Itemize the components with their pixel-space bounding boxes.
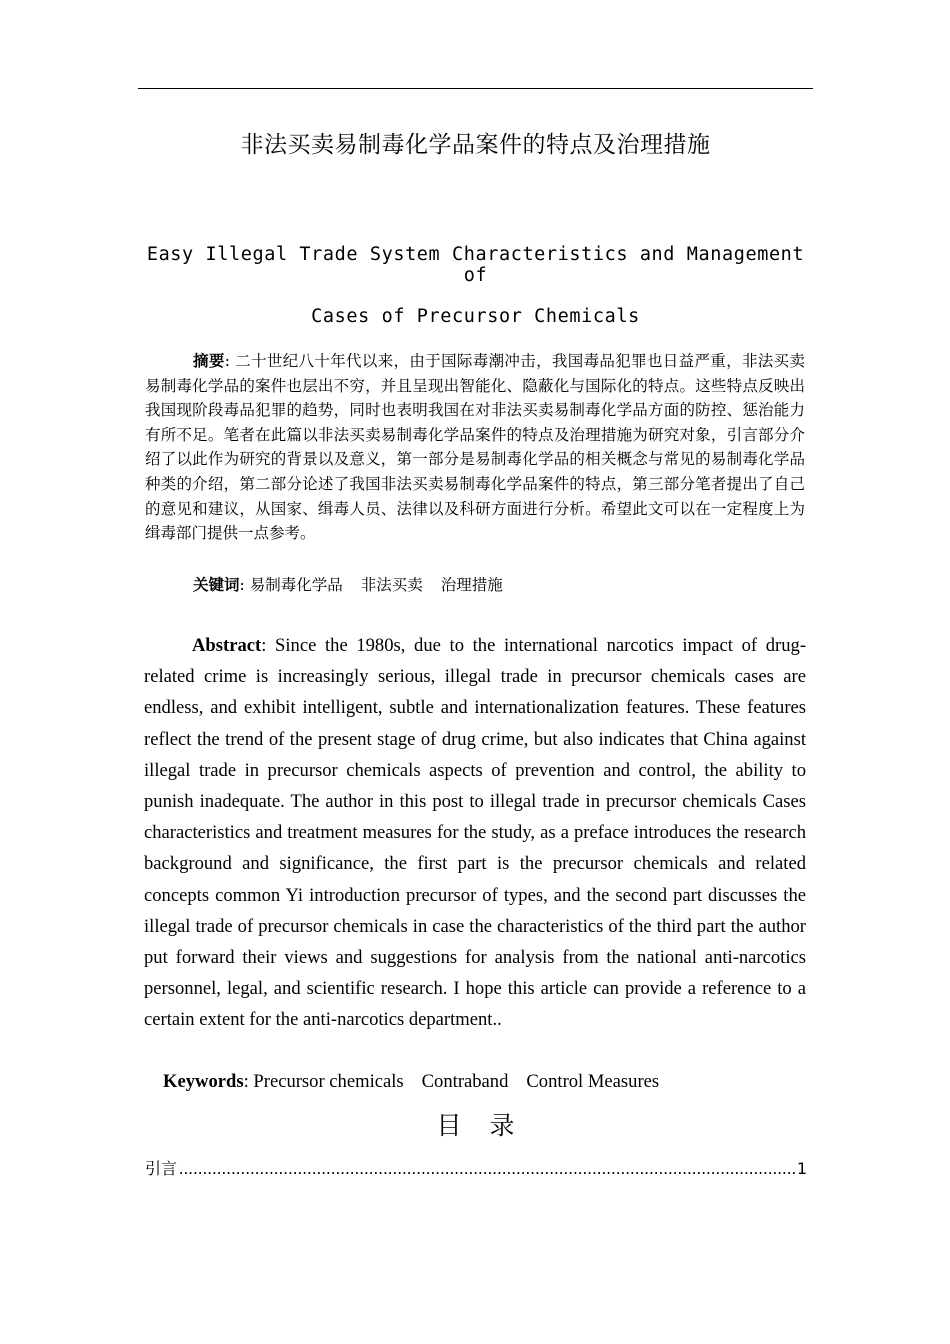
header-rule [138, 88, 813, 89]
chinese-abstract-label: 摘要 [193, 352, 225, 370]
chinese-keywords [193, 573, 521, 597]
chinese-abstract [145, 349, 805, 546]
chinese-keywords-label: 关键词 [193, 576, 240, 594]
chinese-abstract-text: 二十世纪八十年代以来，由于国际毒潮冲击，我国毒品犯罪也日益严重，非法买卖易制毒化学品的案件也层出不穷，并且呈现出智能化、隐蔽化与国际化的特点。这些特点反映出我国现阶段毒品犯罪的趋势，同时也表明我国在对非法买卖易制毒化学品方面的防控、惩治能力有所不足。笔者在此篇以非法买卖易制毒化学品案件的特点及治理措施为研究对象，引言部分介绍了以此作为研究的背景以及意义，第一部分是易制毒化学品的相关概念与常见的易制毒化学品种类的介绍，第二部分论述了我国非法买卖易制毒化学品案件的特点，第三部分笔者提出了自己的意见和建议，从国家、缉毒人员、法律以及科研方面进行分析。希望此文可以在一定程度上为缉毒部门提供一点参考。 [145, 352, 805, 543]
english-keyword: Control Measures [526, 1071, 660, 1092]
chinese-keyword: 治理措施 [440, 576, 503, 594]
english-keyword: Contraband [421, 1071, 509, 1092]
chinese-keyword: 易制毒化学品 [249, 576, 343, 594]
chinese-title: 非法买卖易制毒化学品案件的特点及治理措施 [240, 132, 711, 158]
toc-entry-page: 1 [796, 1159, 807, 1178]
english-keywords-label: Keywords [163, 1071, 244, 1092]
chinese-keywords-separator: : [239, 576, 245, 594]
english-keywords-separator: : [243, 1071, 249, 1092]
english-abstract-label: Abstract [192, 635, 262, 656]
english-title-line-2: Cases of Precursor Chemicals [311, 306, 640, 327]
english-title-line-1: Easy Illegal Trade System Characteristics and Management of [146, 244, 805, 286]
chinese-abstract-separator: : [224, 352, 230, 370]
chinese-keyword: 非法买卖 [360, 576, 423, 594]
english-abstract-text: Since the 1980s, due to the international narcotics impact of drug-related crime is increasingly serious, illegal trade in precursor chemicals cases are endless, and exhibit intelligent, subtle and internationalization features. These features reflect the trend of the present stage of drug crime, but also indicates that China against illegal trade in precursor chemicals aspects of prevention and control, the ability to punish inadequate. The author in this post to illegal trade in precursor chemicals Cases characteristics and treatment measures for the study, as a preface introduces the research background and significance, the first part is the precursor chemicals and related concepts common Yi introduction precursor of types, and the second part discusses the illegal trade of precursor chemicals in case the characteristics of the third part the author put forward their views and suggestions for analysis from the national anti-narcotics personnel, legal, and scientific research. I hope this article can provide a reference to a certain extent for the anti-narcotics department.. [144, 635, 807, 1031]
english-keyword: Precursor chemicals [253, 1071, 404, 1092]
english-keywords [163, 1066, 677, 1097]
toc-entry-label: 引言 [145, 1159, 178, 1178]
english-abstract [144, 630, 806, 1036]
english-abstract-separator: : [261, 635, 267, 656]
toc-entry[interactable] [145, 1156, 807, 1179]
toc-title: 目录 [436, 1111, 543, 1140]
toc-dot-leader [179, 1159, 795, 1179]
